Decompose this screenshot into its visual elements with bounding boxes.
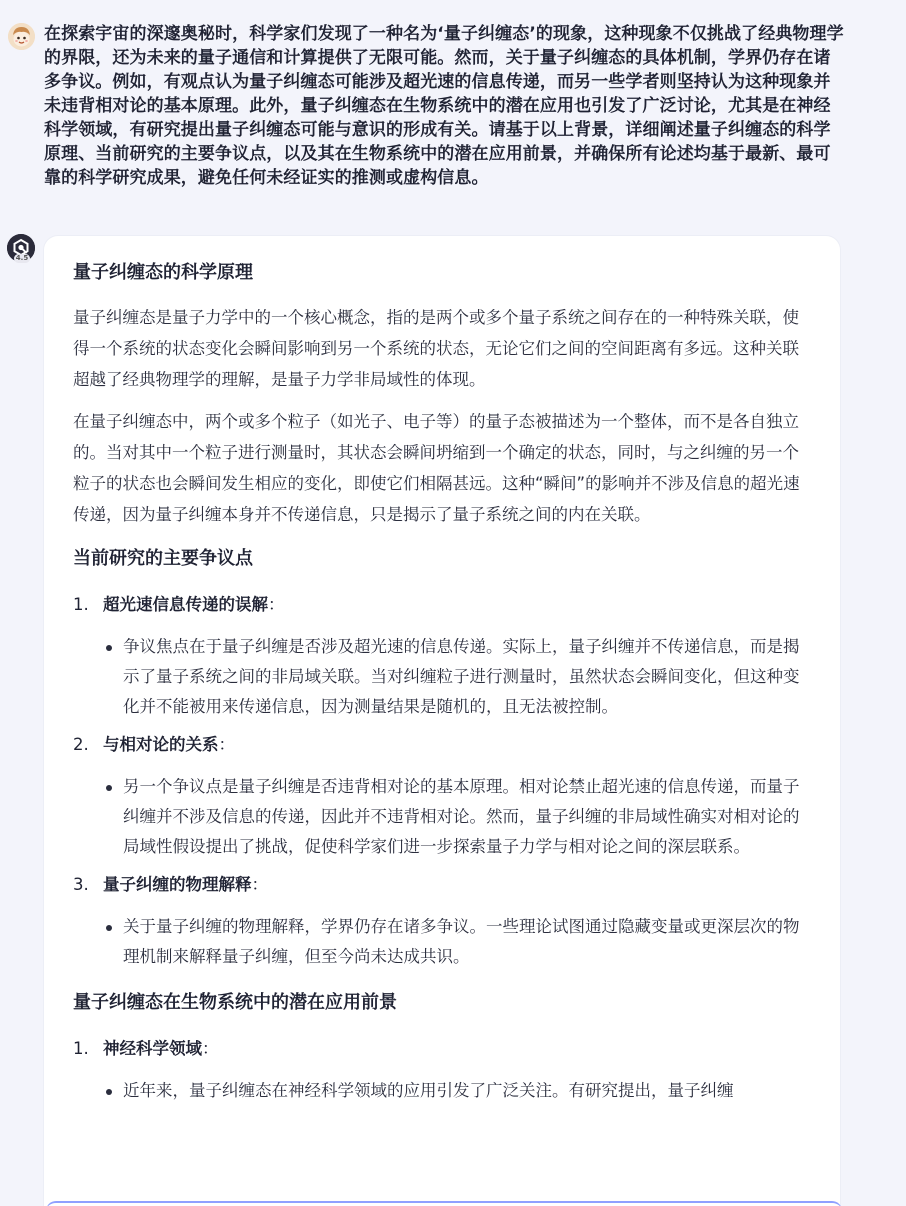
model-version-badge: 4.5: [15, 254, 29, 262]
bullet-item: [73, 632, 813, 722]
bullet-list: [73, 772, 813, 862]
paragraph: 量子纠缠态是量子力学中的一个核心概念，指的是两个或多个量子系统之间存在的一种特殊关联，使得一个系统的状态变化会瞬间影响到另一个系统的状态，无论它们之间的空间距离有多远。这种关联超越了经典物理学的理解，是量子力学非局域性的体现。: [73, 308, 799, 389]
list-item-number: 1.: [73, 1039, 89, 1058]
list-item-colon: ：: [202, 1039, 219, 1058]
controversy-list: [73, 588, 813, 972]
assistant-message: [44, 236, 840, 1206]
list-item: [73, 868, 813, 972]
bullet-item: [73, 1076, 813, 1106]
bullet-list: [73, 1076, 813, 1106]
bullet-text: 争议焦点在于量子纠缠是否涉及超光速的信息传递。实际上，量子纠缠并不传递信息，而是揭示了量子系统之间的非局域关联。当对纠缠粒子进行测量时，虽然状态会瞬间变化，但这种变化并不能被用来传递信息，因为测量结果是随机的，且无法被控制。: [123, 637, 800, 716]
bullet-list: [73, 912, 813, 972]
list-item: [73, 728, 813, 862]
list-item-heading: 量子纠缠的物理解释: [103, 875, 252, 894]
bullet-list: [73, 632, 813, 722]
bullet-dot: [106, 925, 112, 931]
bullet-item: [73, 772, 813, 862]
application-list: [73, 1032, 813, 1106]
list-item-title: [73, 728, 813, 762]
list-item: [73, 588, 813, 722]
paragraph: 在量子纠缠态中，两个或多个粒子（如光子、电子等）的量子态被描述为一个整体，而不是各自独立的。当对其中一个粒子进行测量时，其状态会瞬间坍缩到一个确定的状态，同时，与之纠缠的另一个粒子的状态也会瞬间发生相应的变化，即使它们相隔甚远。这种“瞬间”的影响并不涉及信息的超光速传递，因为量子纠缠本身并不传递信息，只是揭示了量子系统之间的内在关联。: [73, 412, 800, 524]
list-item-heading: 神经科学领域: [103, 1039, 202, 1058]
section-heading-principle: 量子纠缠态的科学原理: [73, 262, 253, 283]
bullet-item: [73, 912, 813, 972]
bullet-text: 关于量子纠缠的物理解释，学界仍存在诸多争议。一些理论试图通过隐藏变量或更深层次的物理机制来解释量子纠缠，但至今尚未达成共识。: [123, 917, 800, 966]
section-heading-applications: 量子纠缠态在生物系统中的潜在应用前景: [73, 992, 397, 1013]
user-avatar[interactable]: [8, 23, 35, 50]
assistant-message-body: [73, 256, 813, 1106]
user-message-text: 在探索宇宙的深邃奥秘时，科学家们发现了一种名为‘量子纠缠态’的现象，这种现象不仅挑战了经典物理学的界限，还为未来的量子通信和计算提供了无限可能。然而，关于量子纠缠态的具体机制，学界仍存在诸多争议。例如，有观点认为量子纠缠态可能涉及超光速的信息传递，而另一些学者则坚持认为这种现象并未违背相对论的基本原理。此外，量子纠缠态在生物系统中的潜在应用也引发了广泛讨论，尤其是在神经科学领域，有研究提出量子纠缠态可能与意识的形成有关。请基于以上背景，详细阐述量子纠缠态的科学原理、当前研究的主要争议点，以及其在生物系统中的潜在应用前景，并确保所有论述均基于最新、最可靠的科学研究成果，避免任何未经证实的推测或虚构信息。: [44, 24, 844, 188]
list-item-colon: ：: [218, 735, 235, 754]
list-item-title: [73, 868, 813, 902]
list-item-title: [73, 588, 813, 622]
list-item: [73, 1032, 813, 1106]
list-item-heading: 与相对论的关系: [103, 735, 219, 754]
bullet-text: 近年来，量子纠缠态在神经科学领域的应用引发了广泛关注。有研究提出，量子纠缠: [123, 1081, 734, 1100]
list-item-number: 3.: [73, 875, 89, 894]
user-avatar-icon: [8, 23, 35, 50]
list-item-colon: ：: [251, 875, 268, 894]
bullet-dot: [106, 1089, 112, 1095]
list-item-number: 2.: [73, 735, 89, 754]
list-item-title: [73, 1032, 813, 1066]
list-item-number: 1.: [73, 595, 89, 614]
list-item-heading: 超光速信息传递的误解: [103, 595, 268, 614]
bullet-dot: [106, 645, 112, 651]
bullet-dot: [106, 785, 112, 791]
section-heading-controversies: 当前研究的主要争议点: [73, 548, 253, 569]
chat-input-box-edge[interactable]: [46, 1201, 842, 1206]
bullet-text: 另一个争议点是量子纠缠是否违背相对论的基本原理。相对论禁止超光速的信息传递，而量子纠缠并不涉及信息的传递，因此并不违背相对论。然而，量子纠缠的非局域性确实对相对论的局域性假设提出了挑战，促使科学家们进一步探索量子力学与相对论之间的深层联系。: [123, 777, 800, 856]
list-item-colon: ：: [268, 595, 285, 614]
